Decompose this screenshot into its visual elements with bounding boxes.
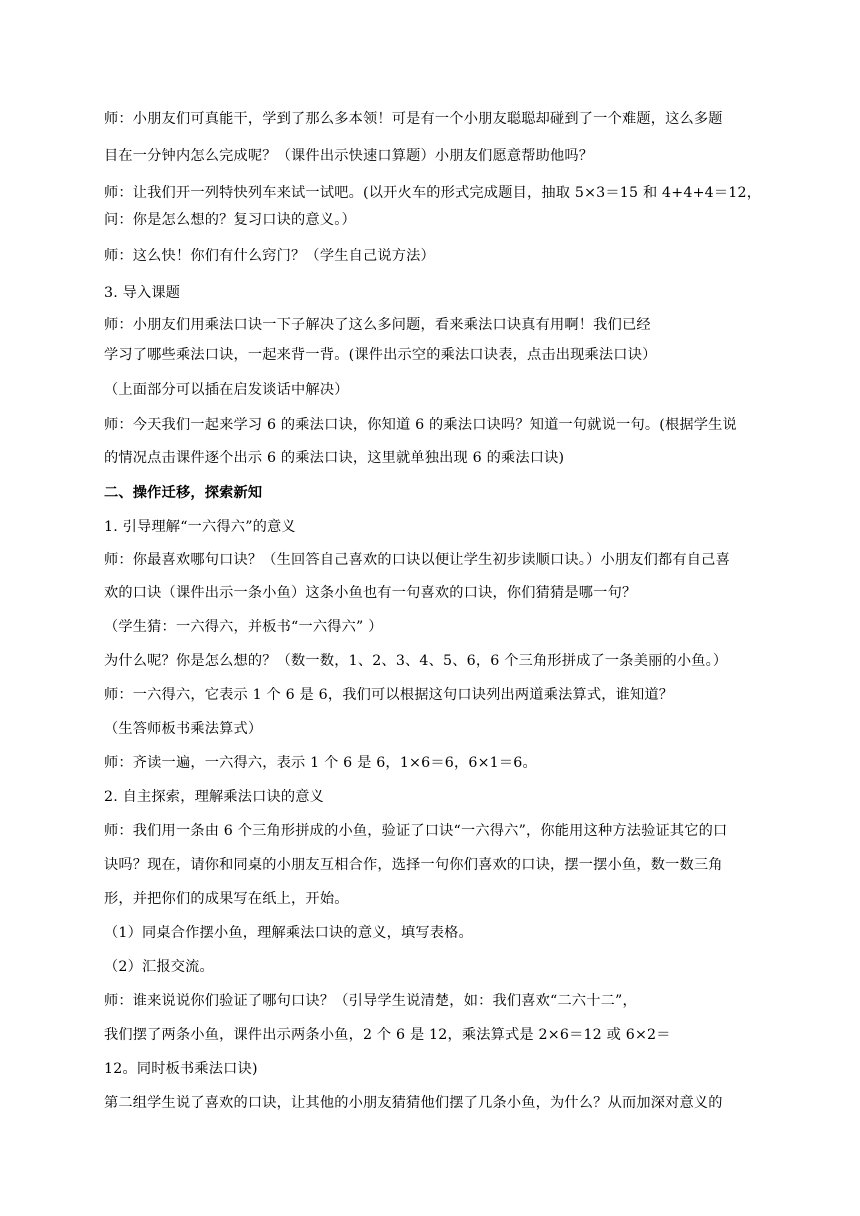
- text-line-13: 1. 引导理解“一六得六”的意义: [104, 519, 296, 535]
- text-line-22: 师：我们用一条由 6 个三角形拼成的小鱼，验证了口诀“一六得六”，你能用这种方法验证其它的口: [104, 823, 728, 839]
- text-line-7: 师：小朋友们用乘法口诀一下子解决了这么多问题，看来乘法口诀真有用啊！我们已经: [104, 317, 651, 333]
- text-line-17: 为什么呢？你是怎么想的？（数一数，1、2、3、4、5、6，6 个三角形拼成了一条美丽的小鱼。）: [104, 653, 728, 669]
- text-line-29: 12。同时板书乘法口诀): [104, 1061, 258, 1077]
- text-line-5: 师：这么快！你们有什么窍门？（学生自己说方法）: [104, 248, 435, 264]
- text-line-18: 师：一六得六，它表示 1 个 6 是 6，我们可以根据这句口诀列出两道乘法算式，谁知道？: [104, 687, 674, 703]
- text-line-15: 欢的口诀（课件出示一条小鱼）这条小鱼也有一句喜欢的口诀，你们猜猜是哪一句？: [104, 585, 637, 601]
- text-line-3: 师：让我们开一列特快列车来试一试吧。(以开火车的形式完成题目，抽取 5×3＝15 和 4+4+4＝12，: [104, 185, 762, 201]
- text-line-19: （生答师板书乘法算式）: [104, 721, 263, 737]
- text-line-23: 诀吗？现在，请你和同桌的小朋友互相合作，选择一句你们喜欢的口诀，摆一摆小鱼，数一数三角: [104, 857, 723, 873]
- text-line-25: （1）同桌合作摆小鱼，理解乘法口诀的意义，填写表格。: [104, 925, 473, 941]
- text-line-11: 的情况点击课件逐个出示 6 的乘法口诀，这里就单独出现 6 的乘法口诀): [104, 450, 565, 466]
- section-heading: 二、操作迁移，探索新知: [104, 485, 263, 501]
- text-line-2: 目在一分钟内怎么完成呢？（课件出示快速口算题）小朋友们愿意帮助他吗？: [104, 148, 594, 164]
- text-line-10: 师：今天我们一起来学习 6 的乘法口诀，你知道 6 的乘法口诀吗？知道一句就说一句。(根据学生说: [104, 417, 737, 433]
- text-line-1: 师：小朋友们可真能干，学到了那么多本领！可是有一个小朋友聪聪却碰到了一个难题，这么多题: [104, 111, 723, 127]
- text-line-6: 3. 导入课题: [104, 285, 181, 301]
- text-line-9: （上面部分可以插在启发谈话中解决）: [104, 382, 349, 398]
- text-line-30: 第二组学生说了喜欢的口诀，让其他的小朋友猜猜他们摆了几条小鱼，为什么？从而加深对意义的: [104, 1095, 723, 1111]
- text-line-28: 我们摆了两条小鱼，课件出示两条小鱼，2 个 6 是 12，乘法算式是 2×6＝12 或 6×2＝: [104, 1027, 671, 1043]
- text-line-26: （2）汇报交流。: [104, 959, 214, 975]
- text-line-20: 师：齐读一遍，一六得六，表示 1 个 6 是 6，1×6＝6，6×1＝6。: [104, 755, 537, 771]
- text-line-14: 师：你最喜欢哪句口诀？（生回答自己喜欢的口诀以便让学生初步读顺口诀。）小朋友们都有自己喜: [104, 552, 730, 568]
- text-line-27: 师：谁来说说你们验证了哪句口诀？（引导学生说清楚，如：我们喜欢“二六十二”，: [104, 993, 637, 1009]
- text-line-4: 问：你是怎么想的？复习口诀的意义。）: [104, 212, 356, 228]
- text-line-21: 2. 自主探索，理解乘法口诀的意义: [104, 789, 325, 805]
- text-line-24: 形，并把你们的成果写在纸上，开始。: [104, 891, 349, 907]
- text-line-8: 学习了哪些乘法口诀，一起来背一背。(课件出示空的乘法口诀表，点击出现乘法口诀）: [104, 347, 657, 363]
- text-line-16: （学生猜：一六得六，并板书“一六得六” ）: [104, 619, 383, 635]
